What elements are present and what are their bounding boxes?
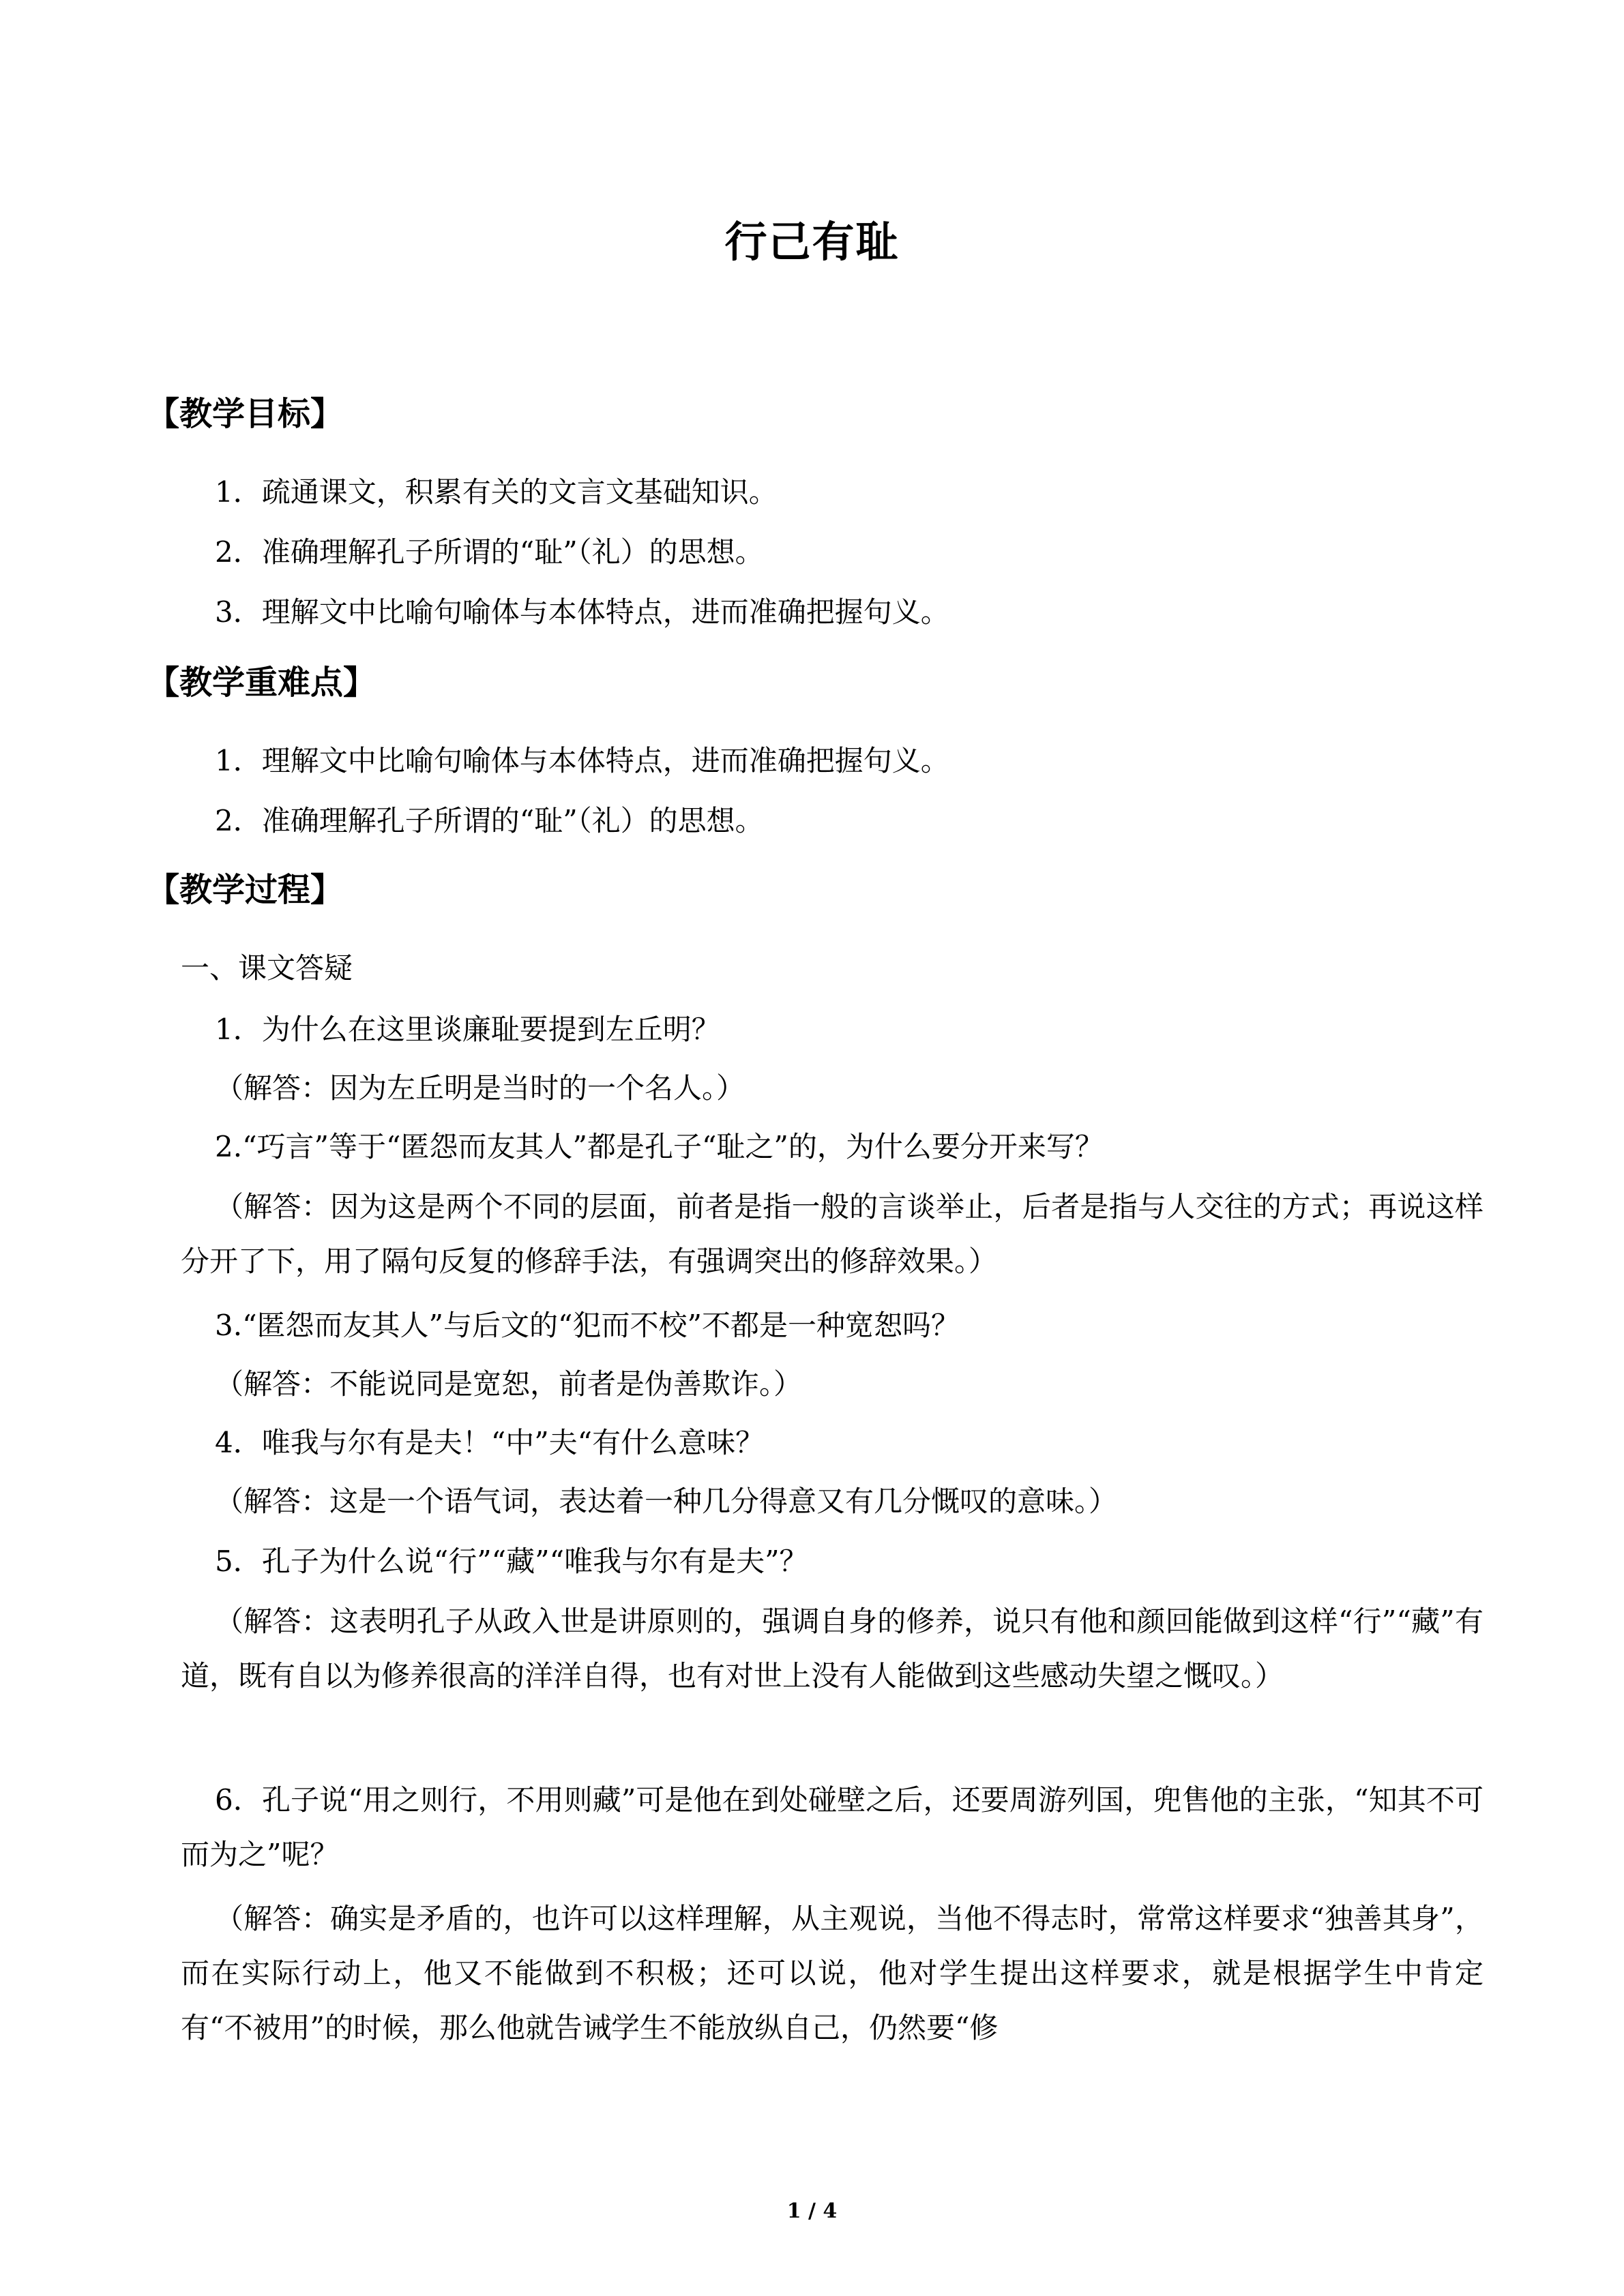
- key-point-item-1: 1．理解文中比喻句喻体与本体特点，进而准确把握句义。: [215, 744, 949, 777]
- goal-item-1: 1．疏通课文，积累有关的文言文基础知识。: [215, 475, 778, 509]
- question-1: 1．为什么在这里谈廉耻要提到左丘明？: [215, 1013, 720, 1046]
- question-5: 5．孔子为什么说“行”“藏”“唯我与尔有是夫”？: [215, 1545, 808, 1578]
- section-heading-process: 【教学过程】: [147, 871, 344, 909]
- answer-6: （解答：确实是矛盾的，也许可以这样理解，从主观说，当他不得志时，常常这样要求“独善其身”，而在实际行动上，他又不能做到不积极；还可以说，他对学生提出这样要求，就是根据学生中肯定有“不被用”的时候，那么他就告诫学生不能放纵自己，仍然要“修: [181, 1902, 1483, 2044]
- question-6: 6．孔子说“用之则行，不用则藏”可是他在到处碰壁之后，还要周游列国，兜售他的主张，“知其不可而为之”呢？: [181, 1783, 1483, 1871]
- page-title: 行己有耻: [724, 217, 900, 267]
- answer-2: （解答：因为这是两个不同的层面，前者是指一般的言谈举止，后者是指与人交往的方式；再说这样分开了下，用了隔句反复的修辞手法，有强调突出的修辞效果。）: [181, 1190, 1483, 1278]
- question-3: 3.“匿怨而友其人”与后文的“犯而不校”不都是一种宽恕吗？: [215, 1309, 960, 1342]
- subheading-qa: 一、课文答疑: [181, 951, 353, 985]
- key-point-item-2: 2．准确理解孔子所谓的“耻”（礼）的思想。: [215, 804, 764, 837]
- section-heading-key-points: 【教学重难点】: [147, 664, 377, 702]
- answer-5: （解答：这表明孔子从政入世是讲原则的，强调自身的修养，说只有他和颜回能做到这样“行”“藏”有道，既有自以为修养很高的洋洋自得，也有对世上没有人能做到这些感动失望之慨叹。）: [181, 1605, 1483, 1693]
- answer-1: （解答：因为左丘明是当时的一个名人。）: [215, 1071, 745, 1105]
- answer-3: （解答：不能说同是宽恕，前者是伪善欺诈。）: [215, 1367, 803, 1401]
- goal-item-2: 2．准确理解孔子所谓的“耻”（礼）的思想。: [215, 535, 764, 569]
- goal-item-3: 3．理解文中比喻句喻体与本体特点，进而准确把握句义。: [215, 595, 949, 629]
- question-4: 4．唯我与尔有是夫！“中”夫“有什么意味？: [215, 1426, 765, 1459]
- section-heading-goals: 【教学目标】: [147, 395, 344, 433]
- answer-4: （解答：这是一个语气词，表达着一种几分得意又有几分慨叹的意味。）: [215, 1485, 1118, 1518]
- page-number: 1 / 4: [786, 2199, 838, 2223]
- question-2: 2.“巧言”等于“匿怨而友其人”都是孔子“耻之”的，为什么要分开来写？: [215, 1130, 1104, 1163]
